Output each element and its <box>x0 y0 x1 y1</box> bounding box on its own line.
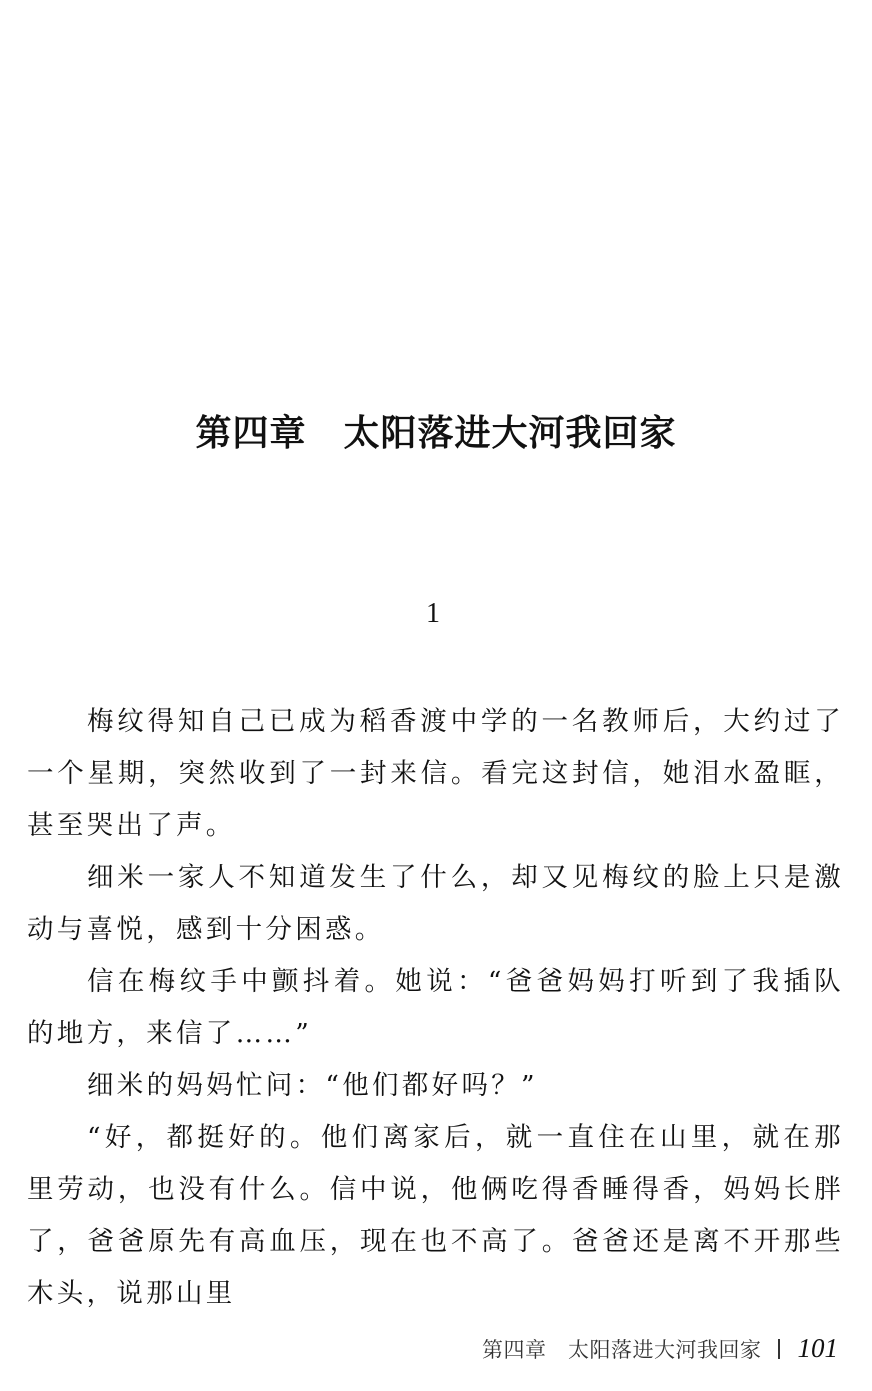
footer-divider <box>778 1339 780 1359</box>
paragraph: “好，都挺好的。他们离家后，就一直住在山里，就在那里劳动，也没有什么。信中说，他俩吃得香睡得香，妈妈长胖了，爸爸原先有高血压，现在也不高了。爸爸还是离不开那些木头，说那山里 <box>27 1122 844 1309</box>
section-number: 1 <box>426 598 440 629</box>
paragraph: 梅纹得知自己已成为稻香渡中学的一名教师后，大约过了一个星期，突然收到了一封来信。看完这封信，她泪水盈眶，甚至哭出了声。 <box>27 706 844 841</box>
running-title: 第四章 太阳落进大河我回家 <box>482 1337 762 1362</box>
page-footer <box>482 1333 838 1364</box>
body-text <box>27 696 844 1320</box>
paragraph: 信在梅纹手中颤抖着。她说：“爸爸妈妈打听到了我插队的地方，来信了……” <box>27 966 844 1049</box>
paragraph: 细米一家人不知道发生了什么，却又见梅纹的脸上只是激动与喜悦，感到十分困惑。 <box>27 862 844 945</box>
page-number: 101 <box>797 1333 838 1363</box>
chapter-title: 第四章 太阳落进大河我回家 <box>195 413 677 455</box>
paragraph: 细米的妈妈忙问：“他们都好吗？” <box>87 1070 538 1101</box>
